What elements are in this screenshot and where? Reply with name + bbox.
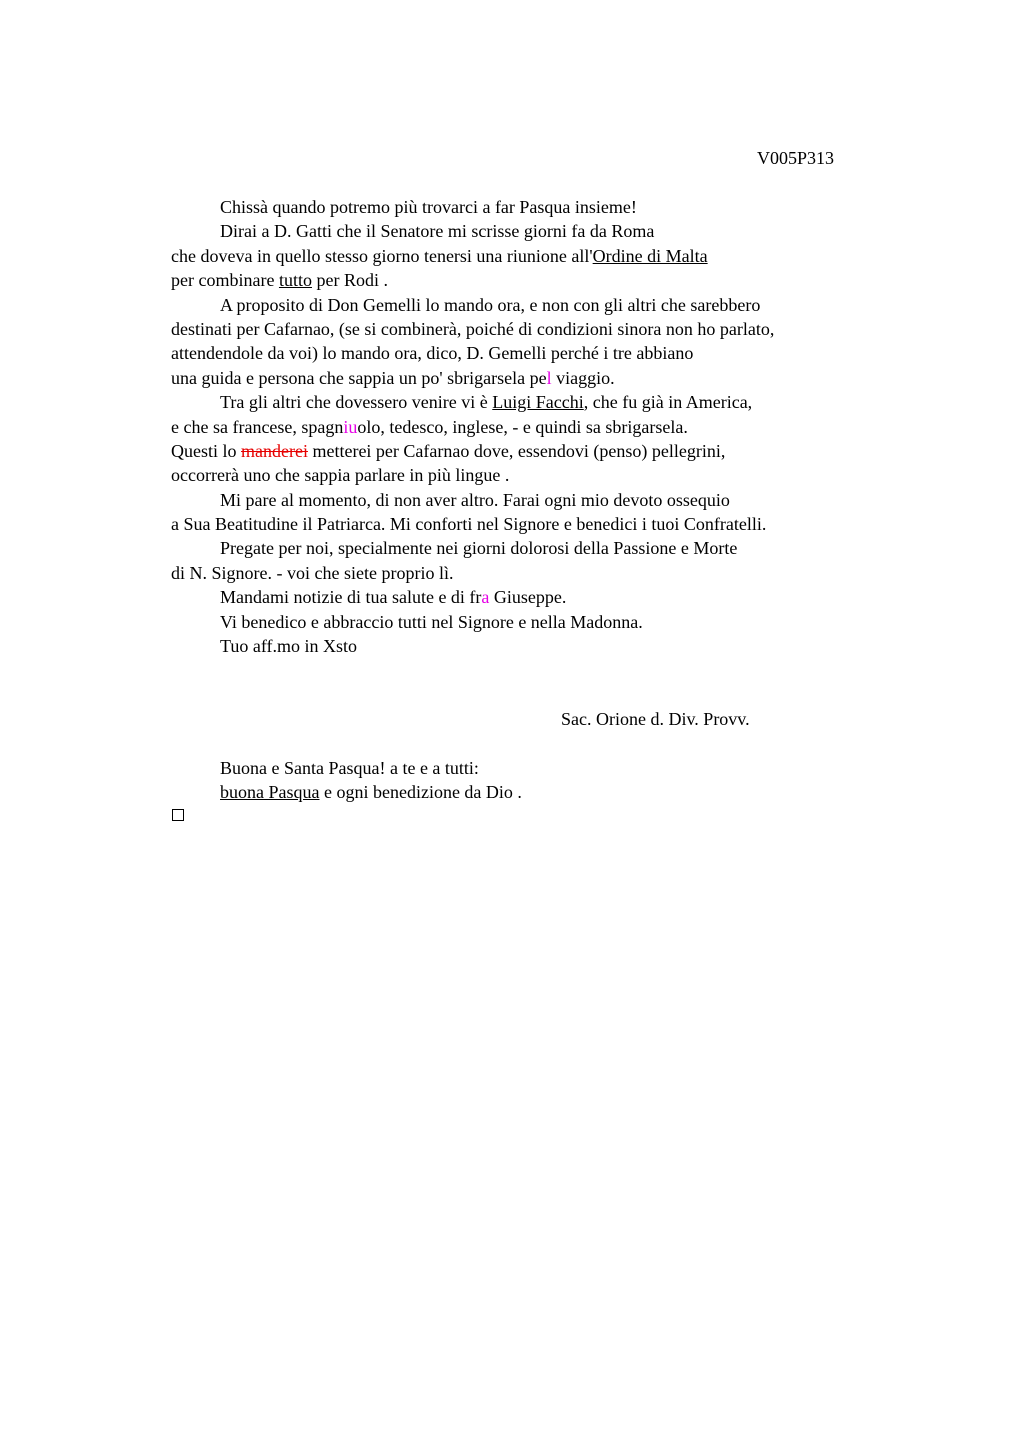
line-text: , che fu già in America, [583,392,753,413]
line-text: viaggio. [551,367,615,388]
letter-line [171,390,891,414]
postscript-line [171,780,891,804]
letter-line: A proposito di Don Gemelli lo mando ora, e non con gli altri che sarebbero [220,294,761,315]
letter-line [171,268,891,292]
letter-line: Dirai a D. Gatti che il Senatore mi scrisse giorni fa da Roma [220,221,655,242]
line-text: Tra gli altri che dovessero venire vi è [220,392,493,413]
letter-line: Mi pare al momento, di non aver altro. Farai ogni mio devoto ossequio [220,489,730,510]
letter-line: Chissà quando potremo più trovarci a far Pasqua insieme! [220,197,637,217]
letter-line [171,366,891,390]
closing-line: Tuo aff.mo in Xsto [220,636,358,657]
underlined-text: Ordine di Malta [592,245,708,266]
line-text: Questi lo [171,440,241,461]
empty-square-icon [172,809,184,821]
line-text: per combinare [171,270,279,291]
letter-body [171,195,891,805]
inserted-text: iu [343,416,358,437]
underlined-text: tutto [278,270,312,291]
line-text: Giuseppe. [489,587,567,608]
letter-line: occorrerà uno che sappia parlare in più lingue . [171,465,510,486]
letter-line: a Sua Beatitudine il Patriarca. Mi conforti nel Signore e benedici i tuoi Confratelli. [171,514,767,535]
inserted-text: l [546,367,552,388]
page-reference: V005P313 [757,148,835,168]
letter-line: Vi benedico e abbraccio tutti nel Signore e nella Madonna. [220,611,643,632]
letter-line: Pregate per noi, specialmente nei giorni dolorosi della Passione e Morte [220,538,738,559]
inserted-text: a [481,587,490,608]
letter-line [171,415,891,439]
postscript-line: Buona e Santa Pasqua! a te e a tutti: [220,758,479,778]
letter-line: attendendole da voi) lo mando ora, dico, D. Gemelli perché i tre abbiano [171,343,694,364]
underlined-text: Luigi Facchi [492,392,584,413]
line-text: metterei per Cafarnao dove, essendovi (penso) pellegrini, [307,440,726,461]
line-text: e che sa francese, spagn [171,416,344,437]
letter-line [171,244,891,268]
letter-line [171,439,891,463]
line-text: una guida e persona che sappia un po' sbrigarsela pe [171,367,547,388]
line-text: per Rodi . [311,270,388,291]
deleted-text: manderei [241,440,308,461]
letter-line: destinati per Cafarnao, (se si combinerà, poiché di condizioni sinora non ho parlato, [171,318,775,339]
line-text: che doveva in quello stesso giorno tenersi una riunione all' [171,245,593,266]
line-text: e ogni benedizione da Dio . [319,782,522,803]
letter-line: di N. Signore. - voi che siete proprio lì. [171,562,454,583]
underlined-text: buona Pasqua [220,782,320,803]
letter-line [171,585,891,609]
signature: Sac. Orione d. Div. Provv. [561,709,750,730]
spacer [171,658,891,707]
line-text: olo, tedesco, inglese, - e quindi sa sbrigarsela. [357,416,688,437]
spacer [171,732,891,756]
line-text: Mandami notizie di tua salute e di fr [220,587,482,608]
